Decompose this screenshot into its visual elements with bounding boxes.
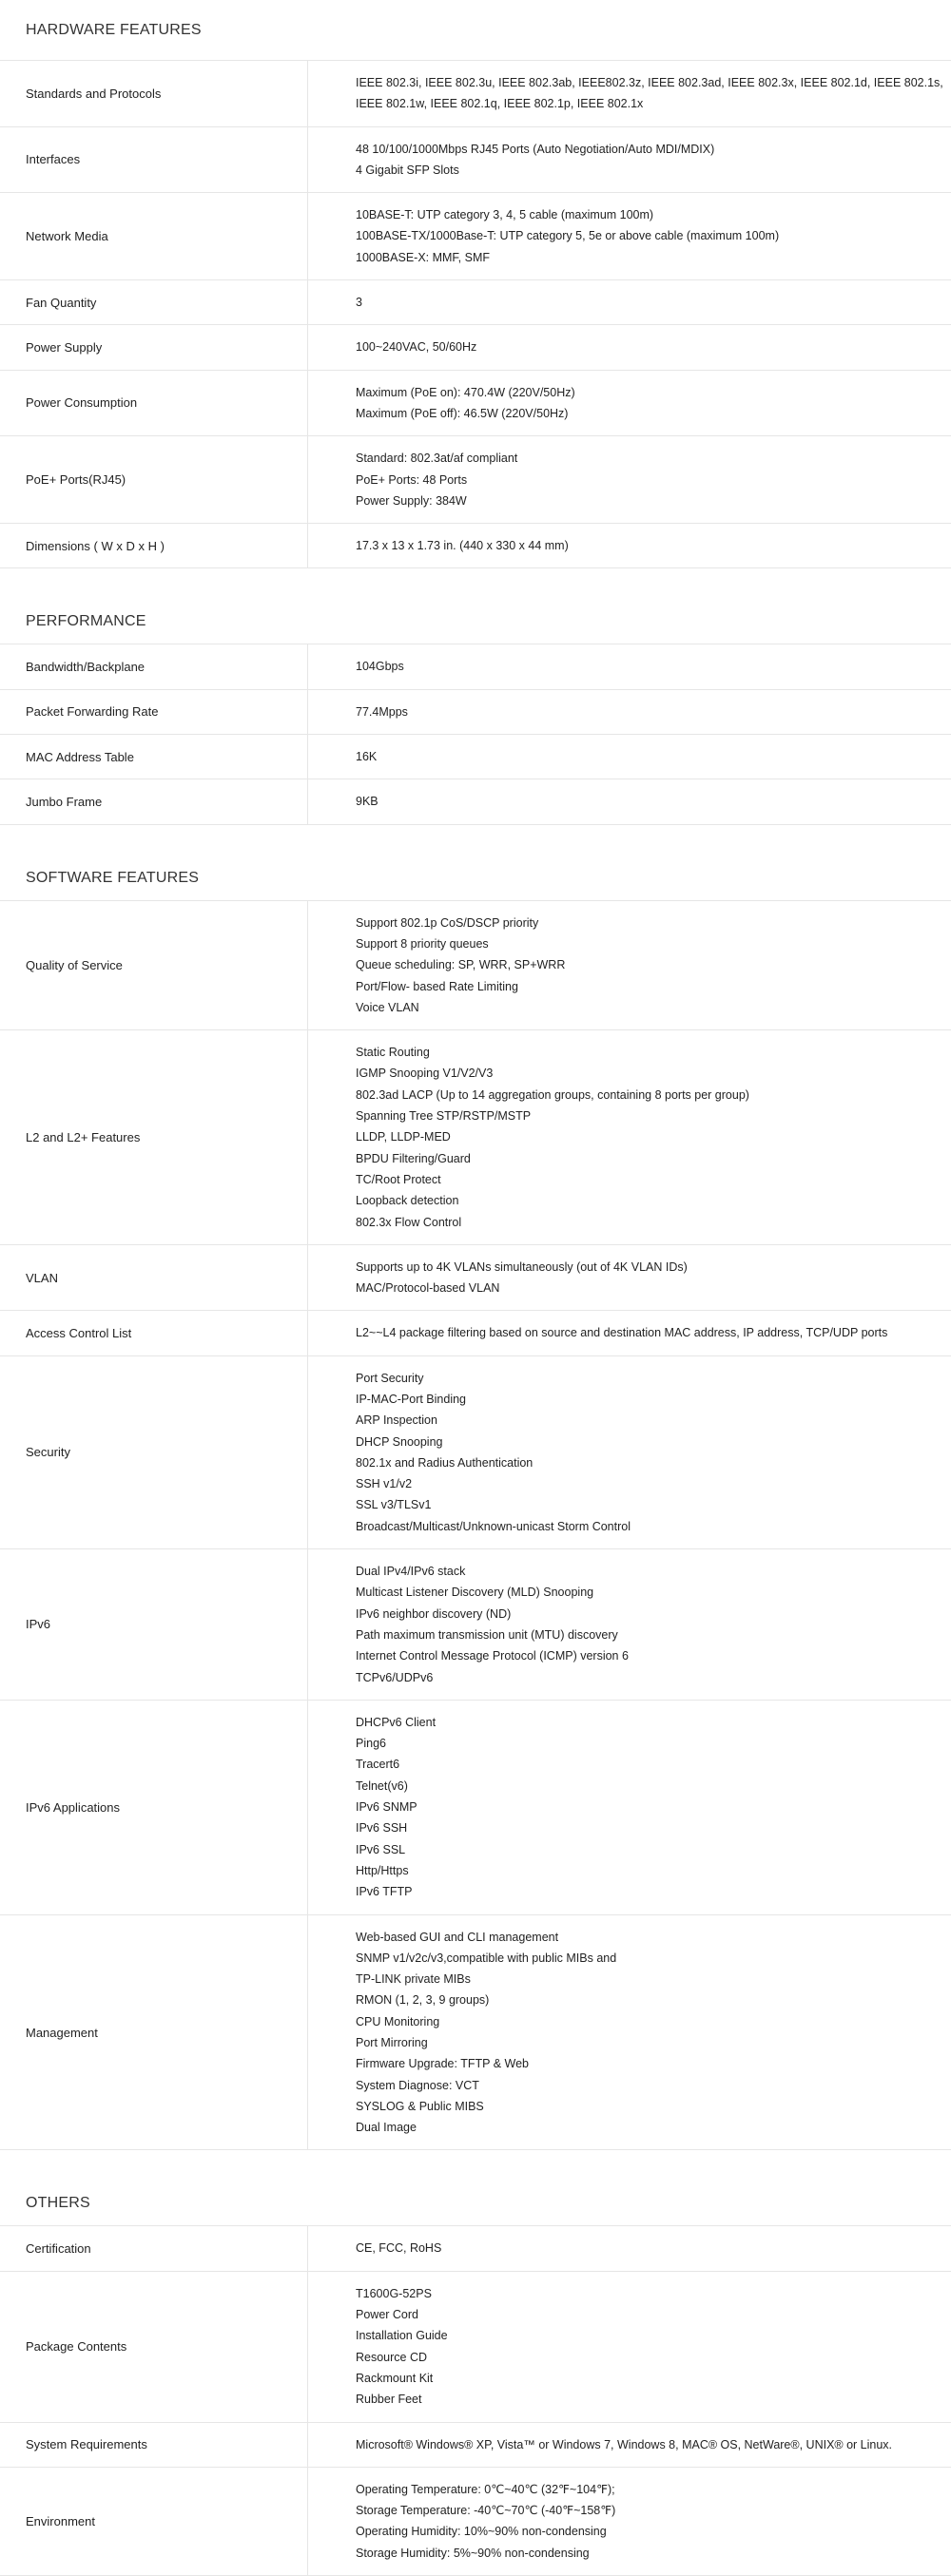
spec-value [308, 61, 951, 126]
spec-value-line: Path maximum transmission unit (MTU) discovery [356, 1627, 618, 1642]
spec-value-line: TCPv6/UDPv6 [356, 1670, 434, 1684]
spec-label: MAC Address Table [0, 735, 308, 779]
spec-row-vlan [0, 1245, 951, 1312]
spec-value-line: L2~~L4 package filtering based on source and destination MAC address, IP address, TCP/UDP ports [356, 1326, 888, 1340]
spec-value-line: Power Supply: 384W [356, 493, 467, 508]
spec-value [308, 2468, 951, 2575]
spec-value [308, 2226, 951, 2270]
spec-label: L2 and L2+ Features [0, 1030, 308, 1244]
spec-value-line: Port/Flow- based Rate Limiting [356, 979, 518, 993]
spec-row-access-control-list [0, 1311, 951, 1355]
spec-value-line: IEEE 802.3i, IEEE 802.3u, IEEE 802.3ab, IEEE802.3z, IEEE 802.3ad, IEEE 802.3x, IEEE 802.1d, IEEE 802.1s, [356, 76, 943, 89]
spec-row-bandwidth-backplane [0, 644, 951, 689]
spec-value [308, 779, 951, 823]
spec-row-dimensions-w-x-d-x-h [0, 524, 951, 568]
spec-value-line: Support 802.1p CoS/DSCP priority [356, 915, 539, 930]
spec-label: Interfaces [0, 127, 308, 193]
spec-value-line: BPDU Filtering/Guard [356, 1151, 471, 1165]
spec-row-standards-and-protocols [0, 61, 951, 127]
spec-label: Power Consumption [0, 371, 308, 436]
spec-label: IPv6 Applications [0, 1701, 308, 1914]
spec-value-line: Dual IPv4/IPv6 stack [356, 1565, 466, 1579]
spec-row-system-requirements [0, 2423, 951, 2468]
spec-value-line: Operating Humidity: 10%~90% non-condensing [356, 2525, 607, 2539]
spec-row-network-media [0, 193, 951, 280]
spec-label: VLAN [0, 1245, 308, 1311]
section-title: SOFTWARE FEATURES [0, 825, 951, 901]
spec-value-line: Multicast Listener Discovery (MLD) Snooping [356, 1586, 594, 1600]
spec-value [308, 1245, 951, 1311]
spec-value [308, 371, 951, 436]
spec-row-ipv6 [0, 1549, 951, 1701]
spec-value-line: 100BASE-TX/1000Base-T: UTP category 5, 5e or above cable (maximum 100m) [356, 229, 780, 243]
spec-row-jumbo-frame [0, 779, 951, 824]
spec-value-line: IPv6 SSH [356, 1821, 408, 1836]
spec-value-line: 802.3x Flow Control [356, 1215, 462, 1229]
spec-value-line: LLDP, LLDP-MED [356, 1130, 451, 1144]
spec-value-line: 802.3ad LACP (Up to 14 aggregation groups, containing 8 ports per group) [356, 1087, 749, 1102]
section-others [0, 2150, 951, 2576]
spec-row-ipv6-applications [0, 1701, 951, 1915]
spec-value-line: CPU Monitoring [356, 2014, 440, 2028]
spec-value-line: IPv6 SNMP [356, 1800, 417, 1815]
spec-row-mac-address-table [0, 735, 951, 779]
spec-value-line: 3 [356, 296, 362, 310]
spec-value [308, 644, 951, 688]
spec-value-line: IP-MAC-Port Binding [356, 1392, 467, 1406]
spec-value-line: Spanning Tree STP/RSTP/MSTP [356, 1109, 532, 1124]
spec-value-line: Rackmount Kit [356, 2371, 434, 2385]
spec-value-line: Voice VLAN [356, 1000, 419, 1014]
spec-row-package-contents [0, 2272, 951, 2423]
spec-row-security [0, 1356, 951, 1549]
spec-row-packet-forwarding-rate [0, 690, 951, 735]
spec-value-line: IGMP Snooping V1/V2/V3 [356, 1067, 494, 1081]
spec-value-line: SNMP v1/v2c/v3,compatible with public MIBs and [356, 1951, 617, 1965]
spec-value-line: TP-LINK private MIBs [356, 1972, 471, 1987]
spec-value-line: Firmware Upgrade: TFTP & Web [356, 2057, 530, 2071]
spec-row-l2-and-l2-features [0, 1030, 951, 1245]
spec-value-line: DHCP Snooping [356, 1434, 443, 1449]
spec-label: Management [0, 1915, 308, 2150]
spec-row-management [0, 1915, 951, 2151]
spec-value-line: 100~240VAC, 50/60Hz [356, 340, 477, 355]
spec-value-line: Support 8 priority queues [356, 936, 489, 951]
spec-value-line: Storage Temperature: -40℃~70℃ (-40℉~158℉) [356, 2504, 616, 2518]
spec-value-line: Static Routing [356, 1046, 430, 1060]
spec-value-line: Queue scheduling: SP, WRR, SP+WRR [356, 958, 566, 972]
spec-value [308, 325, 951, 369]
spec-value-line: 17.3 x 13 x 1.73 in. (440 x 330 x 44 mm) [356, 539, 569, 553]
spec-value-line: Loopback detection [356, 1194, 459, 1208]
spec-value-line: IEEE 802.1w, IEEE 802.1q, IEEE 802.1p, IEEE 802.1x [356, 97, 644, 111]
spec-row-quality-of-service [0, 901, 951, 1030]
spec-value [308, 1311, 951, 1355]
spec-value-line: 77.4Mpps [356, 704, 408, 719]
spec-label: Security [0, 1356, 308, 1548]
spec-label: Access Control List [0, 1311, 308, 1355]
spec-value-line: Telnet(v6) [356, 1778, 408, 1793]
spec-value [308, 524, 951, 567]
spec-row-interfaces [0, 127, 951, 194]
spec-row-power-consumption [0, 371, 951, 437]
spec-value-line: IPv6 neighbor discovery (ND) [356, 1606, 512, 1621]
spec-label: PoE+ Ports(RJ45) [0, 436, 308, 523]
spec-value-line: IPv6 TFTP [356, 1885, 413, 1899]
spec-value-line: RMON (1, 2, 3, 9 groups) [356, 1993, 490, 2008]
spec-value [308, 436, 951, 523]
spec-value-line: Dual Image [356, 2121, 417, 2135]
spec-label: Quality of Service [0, 901, 308, 1029]
spec-value-line: Supports up to 4K VLANs simultaneously (out of 4K VLAN IDs) [356, 1259, 688, 1274]
spec-value-line: Maximum (PoE on): 470.4W (220V/50Hz) [356, 385, 575, 399]
spec-value-line: Port Security [356, 1371, 424, 1385]
spec-value-line: 16K [356, 750, 378, 764]
spec-value-line: T1600G-52PS [356, 2286, 432, 2300]
spec-value-line: 10BASE-T: UTP category 3, 4, 5 cable (maximum 100m) [356, 208, 654, 222]
spec-value [308, 2272, 951, 2422]
section-software-features [0, 825, 951, 2151]
spec-value [308, 1549, 951, 1700]
spec-value-line: SSL v3/TLSv1 [356, 1498, 432, 1512]
section-hardware-features [0, 0, 951, 568]
spec-value-line: Ping6 [356, 1737, 386, 1751]
spec-value-line: TC/Root Protect [356, 1172, 441, 1186]
spec-value-line: MAC/Protocol-based VLAN [356, 1281, 500, 1296]
spec-row-environment [0, 2468, 951, 2576]
spec-value-line: SSH v1/v2 [356, 1477, 413, 1491]
spec-value-line: 48 10/100/1000Mbps RJ45 Ports (Auto Negotiation/Auto MDI/MDIX) [356, 142, 715, 156]
spec-value-line: Microsoft® Windows® XP, Vista™ or Windows 7, Windows 8, MAC® OS, NetWare®, UNIX® or Linux. [356, 2437, 893, 2451]
spec-value-line: System Diagnose: VCT [356, 2078, 479, 2092]
spec-value-line: PoE+ Ports: 48 Ports [356, 472, 468, 487]
spec-value [308, 1030, 951, 1244]
spec-label: IPv6 [0, 1549, 308, 1700]
spec-value [308, 1915, 951, 2150]
spec-value-line: SYSLOG & Public MIBS [356, 2099, 484, 2113]
spec-value [308, 901, 951, 1029]
spec-value-line: IPv6 SSL [356, 1842, 406, 1856]
spec-value-line: Internet Control Message Protocol (ICMP) version 6 [356, 1649, 629, 1663]
section-title: HARDWARE FEATURES [0, 0, 951, 61]
spec-value-line: CE, FCC, RoHS [356, 2241, 442, 2256]
spec-label: Bandwidth/Backplane [0, 644, 308, 688]
spec-value-line: 4 Gigabit SFP Slots [356, 163, 459, 177]
spec-value-line: Rubber Feet [356, 2393, 422, 2407]
spec-value-line: Http/Https [356, 1863, 409, 1877]
spec-label: Package Contents [0, 2272, 308, 2422]
spec-label: Network Media [0, 193, 308, 279]
spec-value [308, 690, 951, 734]
spec-value-line: Tracert6 [356, 1758, 400, 1772]
spec-value-line: Storage Humidity: 5%~90% non-condensing [356, 2546, 590, 2560]
spec-row-fan-quantity [0, 280, 951, 325]
spec-value-line: Broadcast/Multicast/Unknown-unicast Storm Control [356, 1519, 631, 1533]
spec-label: Packet Forwarding Rate [0, 690, 308, 734]
section-title: PERFORMANCE [0, 568, 951, 644]
spec-value-line: Power Cord [356, 2308, 418, 2322]
spec-value [308, 2423, 951, 2467]
spec-value [308, 735, 951, 779]
spec-value-line: Resource CD [356, 2350, 428, 2364]
spec-label: Standards and Protocols [0, 61, 308, 126]
spec-value [308, 1356, 951, 1548]
spec-value-line: Maximum (PoE off): 46.5W (220V/50Hz) [356, 406, 569, 420]
spec-row-power-supply [0, 325, 951, 370]
spec-value [308, 280, 951, 324]
spec-value-line: ARP Inspection [356, 1413, 437, 1428]
spec-value-line: 1000BASE-X: MMF, SMF [356, 250, 491, 264]
spec-row-poe-ports-rj45 [0, 436, 951, 524]
spec-value-line: Port Mirroring [356, 2036, 428, 2049]
spec-value [308, 1701, 951, 1914]
spec-value-line: Standard: 802.3at/af compliant [356, 452, 518, 466]
spec-label: Fan Quantity [0, 280, 308, 324]
spec-value-line: 802.1x and Radius Authentication [356, 1455, 534, 1470]
spec-label: System Requirements [0, 2423, 308, 2467]
spec-row-certification [0, 2226, 951, 2271]
spec-label: Jumbo Frame [0, 779, 308, 823]
spec-label: Environment [0, 2468, 308, 2575]
spec-value-line: DHCPv6 Client [356, 1715, 437, 1729]
spec-value-line: 9KB [356, 795, 378, 809]
spec-value-line: Operating Temperature: 0℃~40℃ (32℉~104℉); [356, 2482, 615, 2496]
spec-value [308, 193, 951, 279]
spec-value [308, 127, 951, 193]
spec-label: Power Supply [0, 325, 308, 369]
spec-value-line: Web-based GUI and CLI management [356, 1930, 559, 1944]
spec-value-line: 104Gbps [356, 660, 404, 674]
spec-label: Dimensions ( W x D x H ) [0, 524, 308, 567]
spec-label: Certification [0, 2226, 308, 2270]
section-title: OTHERS [0, 2150, 951, 2226]
spec-value-line: Installation Guide [356, 2329, 448, 2343]
section-performance [0, 568, 951, 824]
